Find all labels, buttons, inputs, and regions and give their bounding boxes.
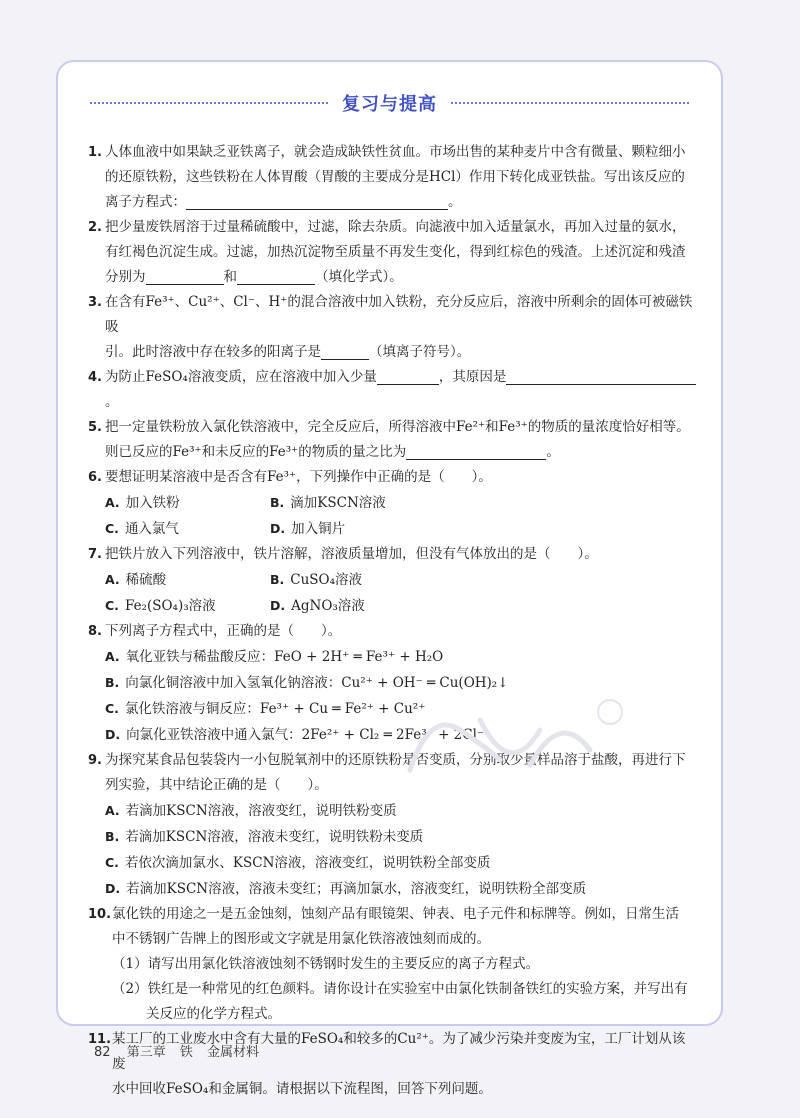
question-text: 人体血液中如果缺乏亚铁离子，就会造成缺铁性贫血。市场出售的某种麦片中含有微量、颗粒细小 — [105, 144, 686, 160]
section-header — [90, 90, 689, 116]
question-text: 和 — [223, 269, 237, 285]
question-text: 把铁片放入下列溶液中，铁片溶解，溶液质量增加，但没有气体放出的是（ ）。 — [105, 546, 598, 562]
question-10 — [88, 902, 698, 952]
question-text: 把一定量铁粉放入氯化铁溶液中，完全反应后，所得溶液中Fe²⁺和Fe³⁺的物质的量浓度恰好相等。 — [105, 419, 690, 435]
question-text: 则已反应的Fe³⁺和未反应的Fe³⁺的物质的量之比为 — [105, 444, 407, 460]
option-a[interactable] — [88, 644, 698, 670]
question-text: 有红褐色沉淀生成。过滤，加热沉淀物至质量不再发生变化，得到红棕色的残渣。上述沉淀和残渣 — [105, 244, 686, 260]
question-text: 把少量废铁屑溶于过量稀硫酸中，过滤，除去杂质。向滤液中加入适量氯水，再加入过量的氨水， — [105, 219, 686, 235]
question-text: 某工厂的工业废水中含有大量的FeSO₄和较多的Cu²⁺。为了减少污染并变废为宝，工厂计划从该废 — [112, 1031, 686, 1072]
option-text: 向氯化亚铁溶液中通入氯气：2Fe²⁺ + Cl₂ ═ 2Fe³⁺ + 2Cl⁻ — [126, 727, 485, 743]
option-a[interactable] — [105, 490, 270, 516]
answer-blank[interactable] — [186, 192, 448, 210]
option-label: D. — [105, 727, 121, 742]
option-text: 若滴加KSCN溶液，溶液未变红；再滴加氯水，溶液变红，说明铁粉全部变质 — [126, 881, 587, 897]
question-text: 列实验，其中结论正确的是（ ）。 — [105, 777, 328, 793]
question-number: 3. — [88, 295, 102, 310]
answer-blank[interactable] — [146, 267, 224, 285]
question-8 — [88, 619, 698, 644]
option-c[interactable] — [88, 696, 698, 722]
question-7 — [88, 542, 698, 567]
option-label: B. — [105, 829, 120, 844]
option-a[interactable] — [88, 798, 698, 824]
question-number: 1. — [88, 145, 102, 160]
chapter-title: 铁 — [179, 1045, 193, 1060]
answer-blank[interactable] — [506, 367, 696, 385]
question-text: 。 — [448, 194, 462, 210]
question-number: 2. — [88, 220, 102, 235]
question-text: 。 — [546, 444, 560, 460]
answer-blank[interactable] — [406, 442, 546, 460]
question-text: 为防止FeSO₄溶液变质，应在溶液中加入少量 — [105, 369, 377, 385]
option-text: 滴加KSCN溶液 — [290, 495, 386, 511]
option-text: 氯化铁溶液与铜反应：Fe³⁺ + Cu ═ Fe²⁺ + Cu²⁺ — [124, 701, 426, 717]
question-text: 水中回收FeSO₄和金属铜。请根据以下流程图，回答下列问题。 — [112, 1081, 492, 1097]
question-text: 为探究某食品包装袋内一小包脱氧剂中的还原铁粉是否变质，分别取少量样品溶于盐酸，再进行下 — [105, 752, 686, 768]
option-d[interactable] — [88, 722, 698, 748]
question-number: 4. — [88, 370, 102, 385]
option-d[interactable] — [88, 876, 698, 902]
question-number: 11. — [88, 1032, 112, 1047]
option-b[interactable] — [88, 824, 698, 850]
page-number: 82 — [94, 1045, 111, 1060]
question-text: 分别为 — [105, 269, 146, 285]
option-a[interactable] — [105, 567, 270, 593]
question-text: 。 — [105, 394, 119, 410]
option-d[interactable] — [270, 516, 435, 542]
option-label: A. — [105, 803, 120, 818]
option-label: D. — [270, 598, 286, 613]
question-text: 的还原铁粉，这些铁粉在人体胃酸（胃酸的主要成分是HCl）作用下转化成亚铁盐。写出该反应的 — [105, 169, 685, 185]
option-label: C. — [105, 521, 119, 536]
option-c[interactable] — [88, 850, 698, 876]
question-list — [88, 140, 698, 1102]
option-c[interactable] — [105, 593, 270, 619]
question-text: 下列离子方程式中，正确的是（ ）。 — [105, 623, 342, 639]
question-text: （填离子符号）。 — [369, 344, 471, 360]
option-label: D. — [105, 881, 121, 896]
sub-question-2: （2）铁红是一种常见的红色颜料。请你设计在实验室中由氯化铁制备铁红的实验方案，并写出有 — [112, 981, 688, 997]
option-label: C. — [105, 598, 119, 613]
question-text: 引。此时溶液中存在较多的阳离子是 — [105, 344, 321, 360]
option-text: CuSO₄溶液 — [290, 572, 363, 588]
question-text: 离子方程式： — [105, 194, 186, 210]
question-text: ，其原因是 — [438, 369, 507, 385]
option-label: C. — [105, 701, 119, 716]
question-4 — [88, 365, 698, 415]
question-9 — [88, 748, 698, 798]
question-1 — [88, 140, 698, 215]
option-text: 若依次滴加氯水、KSCN溶液，溶液变红，说明铁粉全部变质 — [124, 855, 491, 871]
option-label: B. — [105, 675, 120, 690]
question-text: （填化学式）。 — [315, 269, 403, 285]
option-text: 向氯化铜溶液中加入氢氧化钠溶液：Cu²⁺ + OH⁻ ═ Cu(OH)₂↓ — [125, 675, 509, 691]
header-divider-left — [90, 102, 328, 104]
question-6 — [88, 465, 698, 490]
page-footer — [94, 1041, 259, 1060]
option-d[interactable] — [270, 593, 435, 619]
question-5 — [88, 415, 698, 465]
question-3 — [88, 290, 698, 365]
option-label: B. — [270, 572, 285, 587]
question-number: 10. — [88, 907, 112, 922]
option-text: 通入氯气 — [124, 521, 179, 537]
option-text: 氧化亚铁与稀盐酸反应：FeO + 2H⁺ ═ Fe³⁺ + H₂O — [125, 649, 444, 665]
option-label: B. — [270, 495, 285, 510]
question-number: 6. — [88, 470, 102, 485]
question-text: 在含有Fe³⁺、Cu²⁺、Cl⁻、H⁺的混合溶液中加入铁粉，充分反应后，溶液中所剩余的固体可被磁铁吸 — [105, 294, 693, 335]
question-2 — [88, 215, 698, 290]
option-b[interactable] — [270, 490, 435, 516]
option-row — [88, 516, 698, 542]
option-row — [88, 593, 698, 619]
option-row — [88, 567, 698, 593]
option-text: 若滴加KSCN溶液，溶液未变红，说明铁粉未变质 — [125, 829, 424, 845]
option-text: 稀硫酸 — [125, 572, 167, 588]
answer-blank[interactable] — [321, 342, 369, 360]
option-label: A. — [105, 649, 120, 664]
option-b[interactable] — [88, 670, 698, 696]
question-number: 5. — [88, 420, 102, 435]
option-text: AgNO₃溶液 — [291, 598, 365, 614]
question-11 — [88, 1027, 698, 1102]
option-label: A. — [105, 495, 120, 510]
sub-question-1: （1）请写出用氯化铁溶液蚀刻不锈钢时发生的主要反应的离子方程式。 — [112, 956, 540, 972]
answer-blank[interactable] — [377, 367, 439, 385]
option-label: A. — [105, 572, 120, 587]
option-b[interactable] — [270, 567, 435, 593]
question-text: 中不锈钢广告牌上的图形或文字就是用氯化铁溶液蚀刻而成的。 — [112, 931, 490, 947]
option-text: Fe₂(SO₄)₃溶液 — [124, 598, 216, 614]
option-label: D. — [270, 521, 286, 536]
option-text: 加入铜片 — [291, 521, 346, 537]
option-row — [88, 490, 698, 516]
chapter-label: 第三章 — [126, 1045, 166, 1060]
option-text: 若滴加KSCN溶液，溶液变红，说明铁粉变质 — [125, 803, 397, 819]
header-divider-right — [451, 102, 689, 104]
question-text: 要想证明某溶液中是否含有Fe³⁺，下列操作中正确的是（ ）。 — [105, 469, 492, 485]
sub-question-2-cont: 关反应的化学方程式。 — [146, 1006, 281, 1022]
question-number: 9. — [88, 753, 102, 768]
question-text: 氯化铁的用途之一是五金蚀刻，蚀刻产品有眼镜架、钟表、电子元件和标牌等。例如，日常生活 — [112, 906, 679, 922]
answer-blank[interactable] — [237, 267, 315, 285]
option-c[interactable] — [105, 516, 270, 542]
section-title: 复习与提高 — [342, 94, 437, 115]
question-number: 8. — [88, 624, 102, 639]
chapter-subtitle: 金属材料 — [207, 1045, 260, 1060]
option-text: 加入铁粉 — [125, 495, 180, 511]
question-number: 7. — [88, 547, 102, 562]
option-label: C. — [105, 855, 119, 870]
